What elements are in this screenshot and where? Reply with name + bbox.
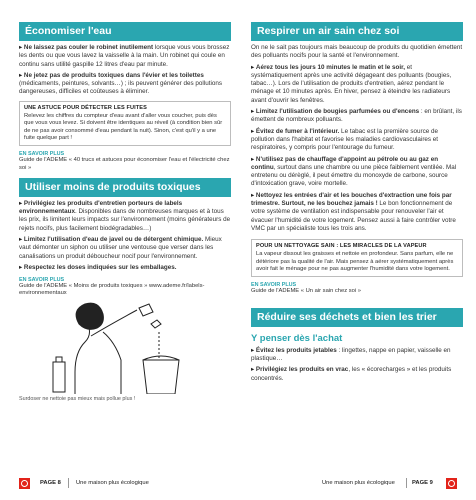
paragraph-bulk-bold: Privilégiez les produits en vrac: [255, 366, 349, 374]
paragraph-smoking: ▸ Évitez de fumer à l'intérieur. Le tabac est la première source de pollution dans l'habitat et favorise les maladies cardiovasculaires et respiratoires, y compris pour l'entourage du fumeur.: [251, 127, 439, 152]
learn-more-text: Guide de l'ADEME « Moins de produits toxiques » www.ademe.fr/labels-environnementaux: [19, 283, 205, 297]
paragraph-bleach: ▸ Limitez l'utilisation d'eau de javel ou de détergent chimique. Mieux vaut démonter un siphon ou utiliser une ventouse que verser dans les canalisations un produit déboucheur nocif pour l'environnement.: [19, 236, 222, 260]
section-banner-waste: Réduire ses déchets et bien les trier: [251, 308, 463, 327]
paragraph-labels: ▸ Privilégiez les produits d'entretien porteurs de labels environnementaux. Disponibles dans de nombreuses marques et à tous les prix, ils limitent leurs impacts sur l'environnement (moins générateurs de rejets nocifs, plus facilement biodégradables…): [19, 199, 231, 232]
footer-divider: [406, 478, 407, 488]
section-banner-water: Économiser l'eau: [19, 22, 231, 41]
paragraph-vents: ▸ Nettoyez les entrées d'air et les bouches d'extraction une fois par trimestre. Surtout, ne les bouchez jamais ! Le bon fonctionnement de votre système de ventilation est indispensable pour renouveler l'air et évacuer l'humidité de votre logement. Pensez aussi à faire contrôler votre VMC par un spécialiste tous les trois ans.: [251, 191, 456, 232]
section-banner-air: Respirer un air sain chez soi: [251, 22, 463, 41]
tip-box-leaks: [19, 101, 231, 147]
paragraph-doses: ▸ Respectez les doses indiquées sur les emballages.: [19, 263, 177, 271]
paragraph-ventilate: ▸ Aérez tous les jours 10 minutes le matin et le soir, et systématiquement après une activité dégageant des polluants (bougies, tabac…). Lors de l'utilisation de produits d'entretien, aérez pendant le ménage et 10 minutes après. En hiver, pensez à éteindre les radiateurs avant d'ouvrir les fenêtres.: [251, 63, 452, 104]
paragraph-labels-bold: Privilégiez les produits d'entretien porteurs de labels environnementaux: [19, 199, 183, 216]
woman-pouring-illustration: [19, 302, 231, 394]
paragraph-bulk-text: , les « écorecharges » et les produits concentrés.: [251, 366, 452, 382]
paragraph-candles: ▸ Limitez l'utilisation de bougies parfumées ou d'encens : en brûlant, ils émettent de nombreux polluants.: [251, 108, 462, 124]
paragraph-doses-bold: Respectez les doses indiquées sur les emballages.: [23, 263, 177, 271]
paragraph-toxic-sink: ▸ Ne jetez pas de produits toxiques dans l'évier et les toilettes (médicaments, peintures, solvants…) ; ils peuvent générer des pollutions dangereuses, difficiles et coûteuses à éliminer.: [19, 71, 223, 96]
section-banner-toxic: Utiliser moins de produits toxiques: [19, 178, 231, 197]
paragraph-bleach-text: Mieux vaut démonter un siphon ou utiliser une ventouse que verser dans les canalisations un produit déboucheur nocif pour l'environnement.: [19, 236, 222, 260]
paragraph-tap-text: lorsque vous vous brossez les dents ou que vous lavez la vaisselle à la main. Un robinet qui coule en continu sans utilité gaspille 12 litres d'eau par minute.: [19, 44, 230, 68]
page-number-right: PAGE 9: [412, 480, 433, 486]
footer-title-left: Une maison plus écologique: [76, 480, 149, 486]
learn-more-title: EN SAVOIR PLUS: [19, 277, 65, 284]
paragraph-heater: ▸ N'utilisez pas de chauffage d'appoint au pétrole ou au gaz en continu, surtout dans une chambre ou une pièce faiblement ventilée. Mal entretenu ou dérèglé, il peut émettre du monoxyde de carbone, source d'intoxication grave, voire mortelle.: [251, 155, 457, 188]
paragraph-smoking-text: Le tabac est la première source de pollution dans l'habitat et favorise les maladies cardiovasculaires et respiratoires, y compris pour l'entourage du fumeur.: [251, 127, 439, 152]
paragraph-candles-bold: Limitez l'utilisation de bougies parfumées ou d'encens: [255, 108, 420, 116]
footer-divider: [68, 478, 69, 488]
paragraph-smoking-bold: Évitez de fumer à l'intérieur.: [255, 127, 340, 135]
paragraph-tap: ▸ Ne laissez pas couler le robinet inutilement lorsque vous vous brossez les dents ou que vous lavez la vaisselle à la main. Un robinet qui coule en continu sans utilité gaspille 12 litres d'eau par minute.: [19, 44, 230, 68]
learn-more-text: Guide de l'ADEME « Un air sain chez soi »: [251, 288, 362, 295]
learn-more-title: EN SAVOIR PLUS: [19, 151, 65, 158]
paragraph-ventilate-text: et systématiquement après une activité dégageant des polluants (bougies, tabac…). Lors de l'utilisation de produits d'entretien, aérez pendant le ménage et 10 minutes après. En hiver, pensez à éteindre les radiateurs avant d'ouvrir les fenêtres.: [251, 63, 452, 104]
footer-title-right: Une maison plus écologique: [322, 480, 395, 486]
tip-text: La vapeur dissout les graisses et nettoie en profondeur. Sans parfum, elle ne détériore pas la qualité de l'air. Mais pensez à aérer systématiquement après avoir fait le ménage pour ne pas augmenter l'humidité dans votre logement.: [256, 251, 454, 273]
tip-text: Relevez les chiffres du compteur d'eau avant d'aller vous coucher, puis dès que vous vous levez. Si doivent être identiques au réveil (à condition bien sûr de ne pas avoir consommé d'eau pendant la nuit). Sinon, c'est qu'il y a une fuite quelque part !: [24, 112, 223, 141]
publisher-logo-icon: [446, 478, 457, 489]
paragraph-air-intro: On ne le sait pas toujours mais beaucoup de produits du quotidien émettent des polluants nocifs pour la santé et l'environnement.: [251, 44, 463, 60]
tip-box-steam: [251, 239, 463, 277]
paragraph-disposables: ▸ Évitez les produits jetables : lingettes, nappe en papier, vaisselle en plastique…: [251, 346, 451, 362]
tip-title: POUR UN NETTOYAGE SAIN : LES MIRACLES DE LA VAPEUR: [256, 243, 427, 250]
paragraph-vents-text: Le bon fonctionnement de votre système de ventilation est indispensable pour renouveler l'air et évacuer l'humidité de votre logement. Pensez aussi à faire contrôler votre VMC par un spécialiste tous les trois ans.: [251, 200, 456, 232]
paragraph-tap-bold: Ne laissez pas couler le robinet inutilement: [23, 44, 154, 51]
paragraph-bleach-bold: Limitez l'utilisation d'eau de javel ou de détergent chimique.: [23, 236, 204, 243]
paragraph-ventilate-bold: Aérez tous les jours 10 minutes le matin et le soir,: [255, 63, 405, 71]
paragraph-labels-text: . Disponibles dans de nombreuses marques et à tous les prix, ils limitent leurs impacts sur l'environnement (moins générateurs de rejets nocifs, plus facilement biodégradables…): [19, 208, 231, 232]
paragraph-vents-bold: Nettoyez les entrées d'air et les bouches d'extraction une fois par trimestre. Surtout, ne les bouchez jamais !: [251, 191, 452, 208]
paragraph-bulk: ▸ Privilégiez les produits en vrac, les « écorecharges » et les produits concentrés.: [251, 366, 452, 382]
subheading-purchase: Y penser dès l'achat: [251, 332, 343, 344]
page-footer: [0, 478, 476, 492]
illustration-dosing: [19, 302, 231, 394]
paragraph-toxic-sink-bold: Ne jetez pas de produits toxiques dans l'évier et les toilettes: [23, 71, 204, 79]
paragraph-disposables-bold: Évitez les produits jetables: [255, 346, 337, 354]
page-number-left: PAGE 8: [40, 480, 61, 486]
right-column: [251, 22, 463, 383]
learn-more-text: Guide de l'ADEME « 40 trucs et astuces pour économiser l'eau et l'électricité chez soi »: [19, 157, 230, 171]
paragraph-heater-bold: N'utilisez pas de chauffage d'appoint au pétrole ou au gaz en continu: [251, 155, 439, 171]
paragraph-toxic-sink-text: (médicaments, peintures, solvants…) ; ils peuvent générer des pollutions dangereuses, difficiles et coûteuses à éliminer.: [19, 80, 223, 96]
paragraph-candles-text: : en brûlant, ils émettent de nombreux polluants.: [251, 108, 462, 124]
tip-title: UNE ASTUCE POUR DÉTECTER LES FUITES: [24, 104, 147, 111]
learn-more-title: EN SAVOIR PLUS: [251, 282, 297, 289]
paragraph-heater-text: , surtout dans une chambre ou une pièce faiblement ventilée. Mal entretenu ou dérèglé, il peut émettre du monoxyde de carbone, source d'intoxication grave, voire mortelle.: [251, 163, 457, 188]
paragraph-disposables-text: : lingettes, nappe en papier, vaisselle en plastique…: [251, 346, 451, 362]
illustration-caption: Surdoser ne nettoie pas mieux mais pollue plus !: [19, 395, 136, 402]
left-column: [19, 22, 231, 402]
publisher-logo-icon: [19, 478, 30, 489]
